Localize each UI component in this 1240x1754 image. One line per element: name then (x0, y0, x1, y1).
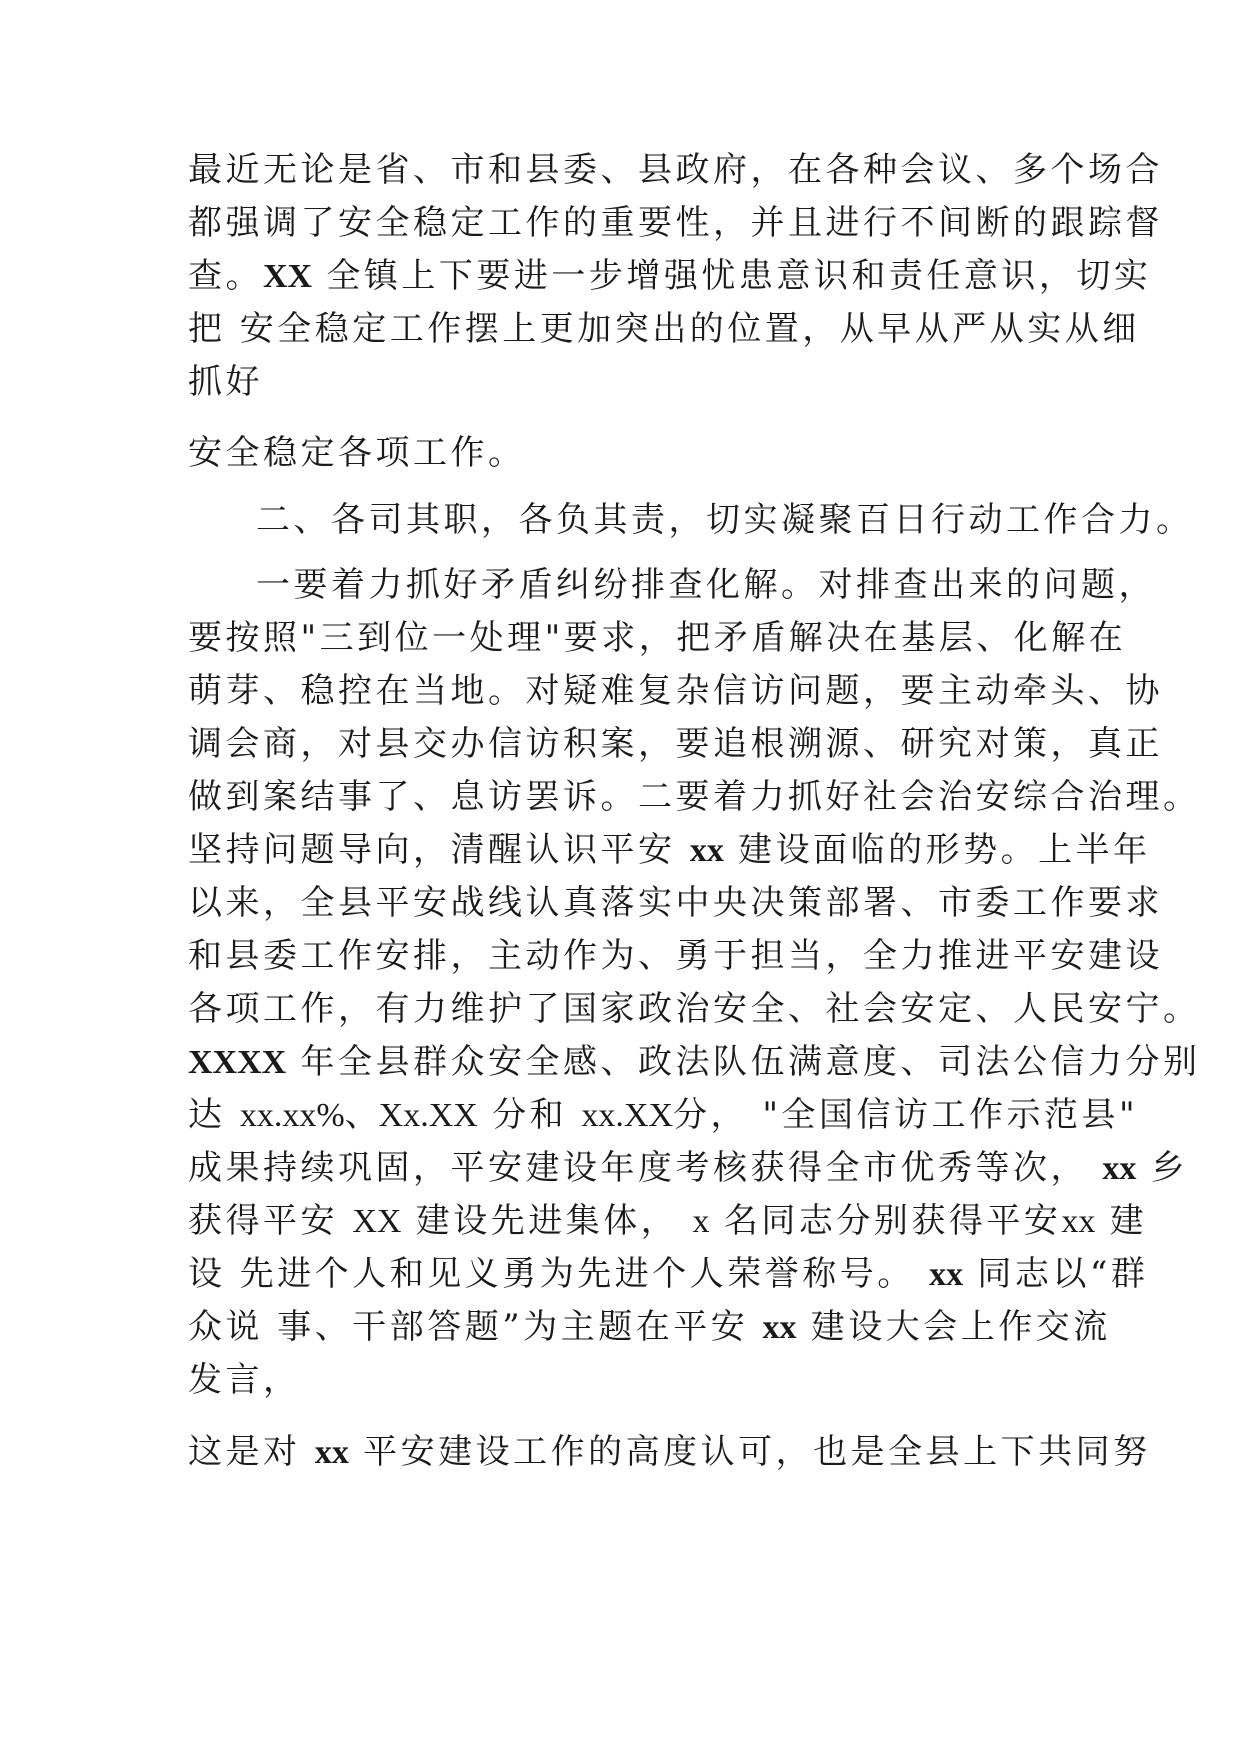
text-line: 达 xx.xx%、Xx.XX 分和 xx.XX分， "全国信访工作示范县" (188, 1095, 1139, 1135)
text-line: 坚持问题导向，清醒认识平安 xx 建设面临的形势。上半年 (188, 830, 1151, 870)
text-line: 众说 事、干部答题”为主题在平安 xx 建设大会上作交流 (188, 1307, 1111, 1347)
text-line: 做到案结事了、息访罢诉。二要着力抓好社会治安综合治理。 (188, 777, 1201, 817)
section-heading: 二、各司其职，各负其责，切实凝聚百日行动工作合力。 (256, 500, 1194, 540)
text-line: XXXX 年全县群众安全感、政法队伍满意度、司法公信力分别 (188, 1042, 1201, 1082)
text-line: 调会商，对县交办信访积案，要追根溯源、研究对策，真正 (188, 724, 1163, 764)
text-line: 以来，全县平安战线认真落实中央决策部署、市委工作要求 (188, 883, 1163, 923)
text-line: 和县委工作安排，主动作为、勇于担当，全力推进平安建设 (188, 936, 1163, 976)
text-line: 这是对 xx 平安建设工作的高度认可，也是全县上下共同努 (188, 1432, 1151, 1472)
text-line: 获得平安 XX 建设先进集体， x 名同志分别获得平安xx 建 (188, 1201, 1148, 1241)
text-line: 抓好 (188, 362, 263, 402)
text-line: 把 安全稳定工作摆上更加突出的位置，从早从严从实从细 (188, 309, 1140, 349)
text-line: 各项工作，有力维护了国家政治安全、社会安定、人民安宁。 (188, 989, 1201, 1029)
text-line: 要按照"三到位一处理"要求，把矛盾解决在基层、化解在 (188, 618, 1127, 658)
text-line: 成果持续巩固，平安建设年度考核获得全市优秀等次， xx 乡 (188, 1148, 1189, 1188)
text-line: 安全稳定各项工作。 (188, 433, 526, 473)
text-line: 萌芽、稳控在当地。对疑难复杂信访问题，要主动牵头、协 (188, 671, 1163, 711)
text-line: 发言， (188, 1360, 301, 1400)
text-line: 都强调了安全稳定工作的重要性，并且进行不间断的跟踪督 (188, 203, 1163, 243)
text-line: 设 先进个人和见义勇为先进个人荣誉称号。 xx 同志以“群 (188, 1254, 1149, 1294)
text-line: 最近无论是省、市和县委、县政府，在各种会议、多个场合 (188, 150, 1163, 190)
text-line: 一要着力抓好矛盾纠纷排查化解。对排查出来的问题， (256, 565, 1156, 605)
text-line: 查。XX 全镇上下要进一步增强忧患意识和责任意识，切实 (188, 256, 1152, 296)
